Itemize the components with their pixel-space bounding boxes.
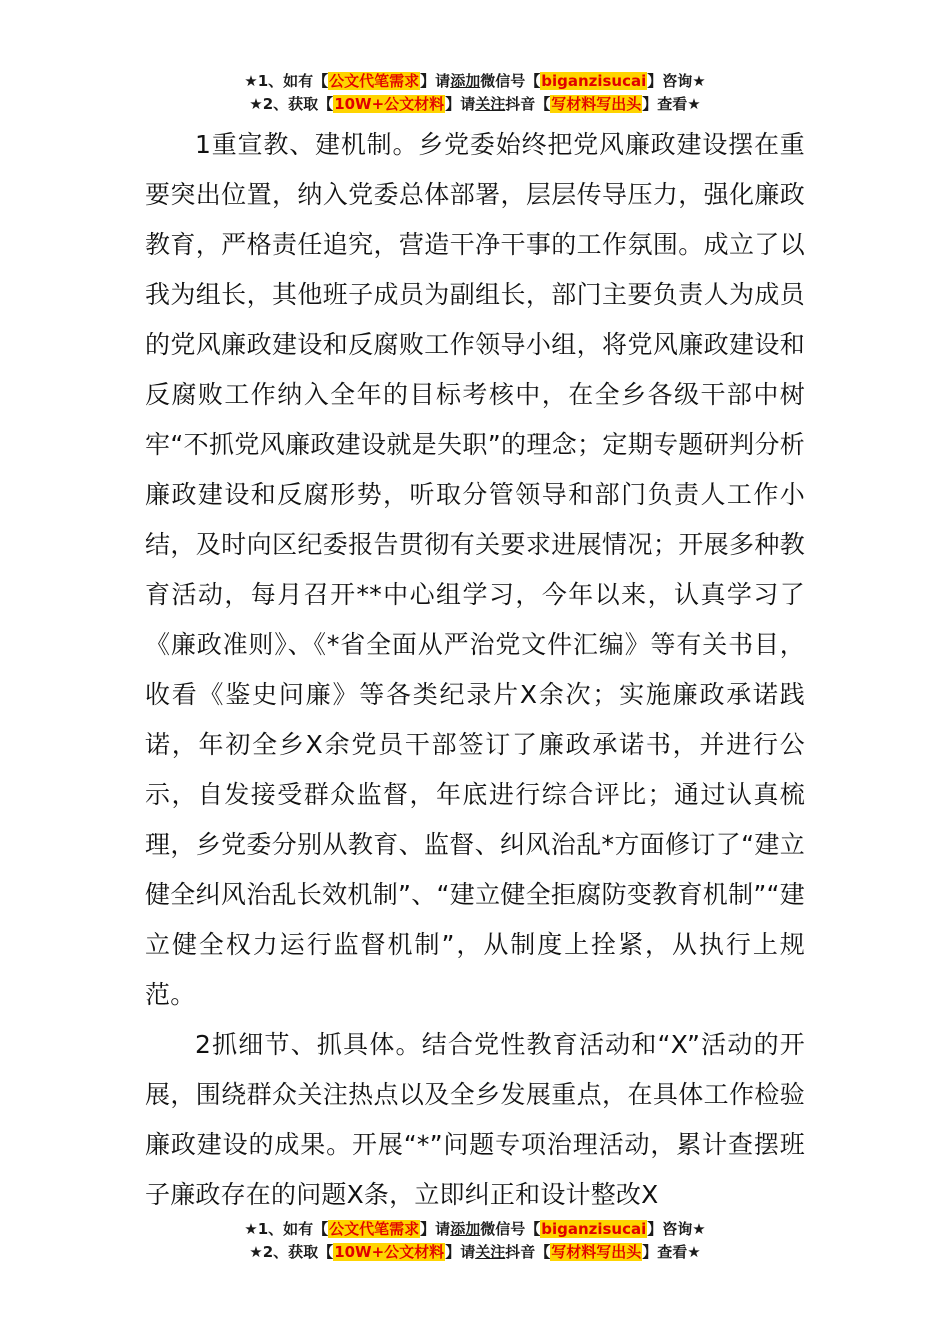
banner-line-2: ★2、获取【10W+公文材料】请关注抖音【写材料写出头】查看★ [249,95,701,113]
banner-line-1: ★1、如有【公文代笔需求】请添加微信号【biganzisucai】咨询★ [244,1220,706,1238]
banner-line-2: ★2、获取【10W+公文材料】请关注抖音【写材料写出头】查看★ [249,1243,701,1261]
highlight-wechat-id: biganzisucai [541,1220,647,1238]
banner-line-1: ★1、如有【公文代笔需求】请添加微信号【biganzisucai】咨询★ [244,72,706,90]
highlight-wechat-id: biganzisucai [541,72,647,90]
highlight-douyin-account: 写材料写出头 [551,1243,642,1261]
paragraph-1: 1重宣教、建机制。乡党委始终把党风廉政建设摆在重要突出位置，纳入党委总体部署，层层传导压力，强化廉政教育，严格责任追究，营造干净干事的工作氛围。成立了以我为组长，其他班子成员为副组长，部门主要负责人为成员的党风廉政建设和反腐败工作领导小组，将党风廉政建设和反腐败工作纳入全年的目标考核中，在全乡各级干部中树牢“不抓党风廉政建设就是失职”的理念；定期专题研判分析廉政建设和反腐形势，听取分管领导和部门负责人工作小结，及时向区纪委报告贯彻有关要求进展情况；开展多种教育活动，每月召开**中心组学习，今年以来，认真学习了《廉政准则》、《*省全面从严治党文件汇编》等有关书目，收看《鉴史问廉》等各类纪录片X余次；实施廉政承诺践诺，年初全乡X余党员干部签订了廉政承诺书，并进行公示，自发接受群众监督，年底进行综合评比；通过认真梳理，乡党委分别从教育、监督、纠风治乱*方面修订了“建立健全纠风治乱长效机制”、“建立健全拒腐防变教育机制”“建立健全权力运行监督机制”，从制度上拴紧，从执行上规范。 [145,130,805,1009]
highlight-service: 公文代笔需求 [329,1220,420,1238]
highlight-materials: 10W+公文材料 [334,95,445,113]
footer-banner [0,1218,950,1264]
document-body [145,120,805,1220]
highlight-materials: 10W+公文材料 [334,1243,445,1261]
highlight-service: 公文代笔需求 [329,72,420,90]
highlight-douyin-account: 写材料写出头 [551,95,642,113]
paragraph-2: 2抓细节、抓具体。结合党性教育活动和“X”活动的开展，围绕群众关注热点以及全乡发展重点，在具体工作检验廉政建设的成果。开展“*”问题专项治理活动，累计查摆班子廉政存在的问题X条，立即纠正和设计整改X [145,1030,805,1209]
header-banner [0,70,950,116]
